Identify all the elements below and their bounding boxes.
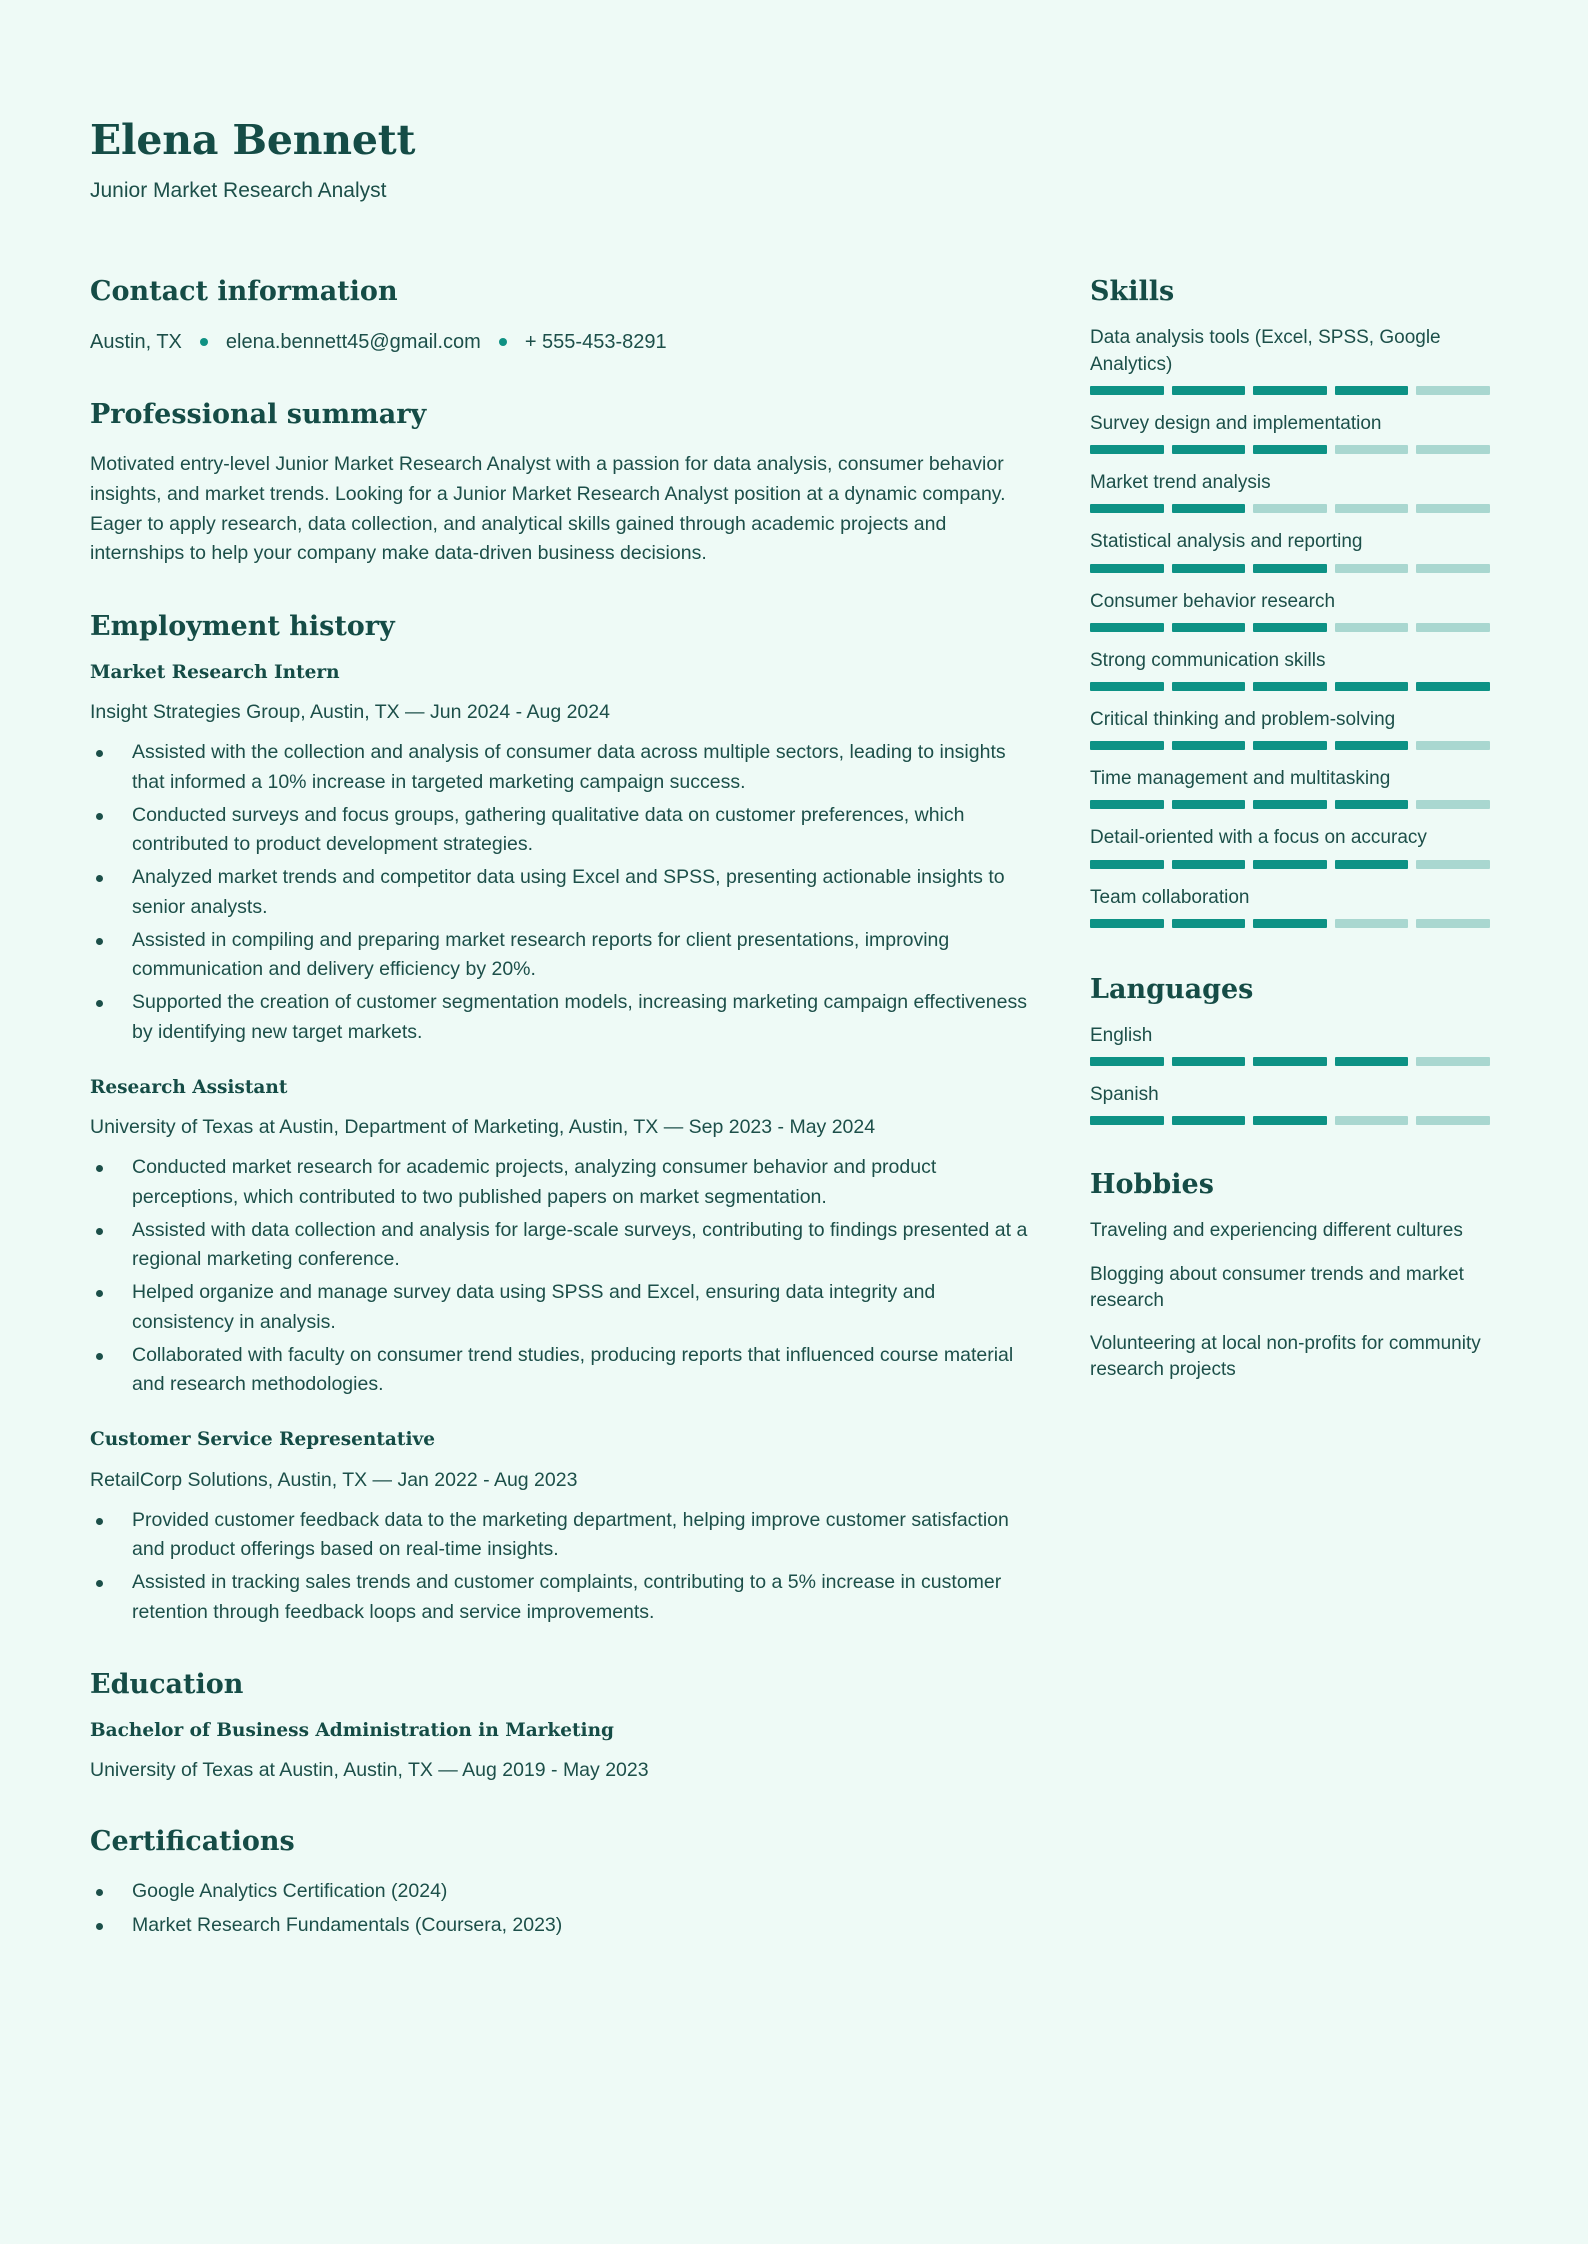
contact-location: Austin, TX xyxy=(90,331,182,354)
contact-heading: Contact information xyxy=(90,276,398,308)
skill-rating-bar xyxy=(1090,564,1490,573)
skills-section xyxy=(1090,276,1490,927)
certifications-list xyxy=(90,1877,1030,1940)
education-heading: Education xyxy=(90,1668,244,1700)
rating-segment xyxy=(1090,1116,1164,1125)
job-role: Customer Service Representative xyxy=(90,1429,435,1451)
skill-rating-bar xyxy=(1090,860,1490,869)
rating-segment xyxy=(1090,504,1164,513)
skill-rating-bar xyxy=(1090,445,1490,454)
job-bullet: Supported the creation of customer segmentation models, increasing marketing campaign effectiveness by identifying new target markets. xyxy=(90,988,1030,1047)
skill-item xyxy=(1090,325,1490,394)
resume-body xyxy=(90,276,1480,1982)
job-meta: Insight Strategies Group, Austin, TX — Jun 2024 - Aug 2024 xyxy=(90,701,610,724)
rating-segment xyxy=(1253,623,1327,632)
rating-segment xyxy=(1253,682,1327,691)
rating-segment xyxy=(1172,800,1246,809)
job-bullet: Helped organize and manage survey data using SPSS and Excel, ensuring data integrity and consistency in analysis. xyxy=(90,1278,1030,1337)
job-bullet: Assisted with data collection and analysis for large-scale surveys, contributing to findings presented at a regional marketing conference. xyxy=(90,1216,1030,1275)
skill-rating-bar xyxy=(1090,386,1490,395)
job-bullet: Conducted market research for academic projects, analyzing consumer behavior and product perceptions, which contributed to two published papers on market segmentation. xyxy=(90,1153,1030,1212)
job-entry xyxy=(90,1077,1030,1399)
main-column xyxy=(90,276,1030,1982)
rating-segment xyxy=(1090,741,1164,750)
certification-item: Google Analytics Certification (2024) xyxy=(90,1877,1030,1906)
candidate-job-title: Junior Market Research Analyst xyxy=(90,179,387,203)
rating-segment xyxy=(1172,682,1246,691)
rating-segment xyxy=(1416,564,1490,573)
rating-segment xyxy=(1416,741,1490,750)
hobby-item: Blogging about consumer trends and market research xyxy=(1090,1263,1464,1311)
skill-rating-bar xyxy=(1090,504,1490,513)
skill-rating-bar xyxy=(1090,800,1490,809)
languages-list xyxy=(1090,1023,1490,1125)
certifications-heading: Certifications xyxy=(90,1826,295,1858)
skill-label: Data analysis tools (Excel, SPSS, Google Analytics) xyxy=(1090,327,1441,375)
rating-segment xyxy=(1253,386,1327,395)
job-meta: RetailCorp Solutions, Austin, TX — Jan 2022 - Aug 2023 xyxy=(90,1468,578,1491)
rating-segment xyxy=(1416,623,1490,632)
job-role: Research Assistant xyxy=(90,1076,288,1098)
job-bullet-list xyxy=(90,1506,1030,1627)
education-meta: University of Texas at Austin, Austin, TX — Aug 2019 - May 2023 xyxy=(90,1759,649,1782)
rating-segment xyxy=(1335,1116,1409,1125)
skills-heading: Skills xyxy=(1090,276,1175,308)
sidebar-column xyxy=(1090,276,1490,1400)
rating-segment xyxy=(1335,860,1409,869)
skill-rating-bar xyxy=(1090,623,1490,632)
language-rating-bar xyxy=(1090,1057,1490,1066)
skill-label: Market trend analysis xyxy=(1090,472,1271,494)
employment-heading: Employment history xyxy=(90,610,395,642)
skill-rating-bar xyxy=(1090,682,1490,691)
job-entry xyxy=(90,1429,1030,1626)
skill-rating-bar xyxy=(1090,919,1490,928)
skill-rating-bar xyxy=(1090,741,1490,750)
skill-label: Critical thinking and problem-solving xyxy=(1090,708,1396,730)
job-bullet-list xyxy=(90,1153,1030,1399)
contact-email[interactable]: elena.bennett45@gmail.com xyxy=(225,331,481,354)
rating-segment xyxy=(1335,504,1409,513)
hobbies-section xyxy=(1090,1169,1490,1383)
contact-line xyxy=(90,327,1030,357)
rating-segment xyxy=(1335,386,1409,395)
rating-segment xyxy=(1090,564,1164,573)
skill-item xyxy=(1090,648,1490,691)
separator-dot-icon xyxy=(200,338,208,346)
skills-list xyxy=(1090,325,1490,927)
rating-segment xyxy=(1090,445,1164,454)
rating-segment xyxy=(1172,1057,1246,1066)
certification-item: Market Research Fundamentals (Coursera, 2023) xyxy=(90,1911,1030,1940)
rating-segment xyxy=(1335,682,1409,691)
summary-heading: Professional summary xyxy=(90,399,427,431)
rating-segment xyxy=(1253,1057,1327,1066)
rating-segment xyxy=(1335,800,1409,809)
job-bullet: Assisted in tracking sales trends and customer complaints, contributing to a 5% increase in customer retention through feedback loops and service improvements. xyxy=(90,1568,1030,1627)
skill-item xyxy=(1090,766,1490,809)
rating-segment xyxy=(1253,741,1327,750)
contact-phone[interactable]: + 555-453-8291 xyxy=(524,331,667,354)
skill-label: Consumer behavior research xyxy=(1090,590,1336,612)
job-list xyxy=(90,662,1030,1627)
hobbies-list xyxy=(1090,1218,1490,1383)
language-rating-bar xyxy=(1090,1116,1490,1125)
skill-item xyxy=(1090,885,1490,928)
rating-segment xyxy=(1253,564,1327,573)
rating-segment xyxy=(1172,564,1246,573)
rating-segment xyxy=(1253,860,1327,869)
skill-label: Strong communication skills xyxy=(1090,649,1326,671)
rating-segment xyxy=(1090,919,1164,928)
skill-label: Detail-oriented with a focus on accuracy xyxy=(1090,827,1427,849)
rating-segment xyxy=(1416,682,1490,691)
languages-heading: Languages xyxy=(1090,973,1254,1005)
rating-segment xyxy=(1172,504,1246,513)
resume-header xyxy=(90,118,1480,204)
rating-segment xyxy=(1090,682,1164,691)
job-bullet: Collaborated with faculty on consumer trend studies, producing reports that influenced course material and research methodologies. xyxy=(90,1341,1030,1400)
hobby-item: Traveling and experiencing different cultures xyxy=(1090,1220,1463,1242)
rating-segment xyxy=(1416,445,1490,454)
rating-segment xyxy=(1090,386,1164,395)
languages-section xyxy=(1090,974,1490,1125)
rating-segment xyxy=(1090,623,1164,632)
rating-segment xyxy=(1335,919,1409,928)
job-bullet: Analyzed market trends and competitor data using Excel and SPSS, presenting actionable insights to senior analysts. xyxy=(90,863,1030,922)
certifications-section xyxy=(90,1826,1030,1940)
rating-segment xyxy=(1172,1116,1246,1125)
rating-segment xyxy=(1172,386,1246,395)
rating-segment xyxy=(1416,1116,1490,1125)
skill-label: Time management and multitasking xyxy=(1090,768,1391,790)
candidate-name: Elena Bennett xyxy=(90,116,416,164)
hobbies-heading: Hobbies xyxy=(1090,1169,1214,1201)
job-bullet: Conducted surveys and focus groups, gathering qualitative data on customer preferences, which contributed to product development strategies. xyxy=(90,801,1030,860)
rating-segment xyxy=(1335,1057,1409,1066)
skill-item xyxy=(1090,470,1490,513)
rating-segment xyxy=(1416,919,1490,928)
rating-segment xyxy=(1253,445,1327,454)
skill-item xyxy=(1090,589,1490,632)
job-bullet: Provided customer feedback data to the marketing department, helping improve customer satisfaction and product offerings based on real-time insights. xyxy=(90,1506,1030,1565)
rating-segment xyxy=(1253,800,1327,809)
rating-segment xyxy=(1253,504,1327,513)
rating-segment xyxy=(1172,741,1246,750)
job-entry xyxy=(90,662,1030,1047)
skill-item xyxy=(1090,825,1490,868)
hobby-item: Volunteering at local non-profits for community research projects xyxy=(1090,1333,1481,1381)
job-bullet-list xyxy=(90,738,1030,1047)
language-label: English xyxy=(1090,1024,1153,1046)
separator-dot-icon xyxy=(499,338,507,346)
rating-segment xyxy=(1172,919,1246,928)
rating-segment xyxy=(1416,800,1490,809)
rating-segment xyxy=(1253,919,1327,928)
language-item xyxy=(1090,1023,1490,1066)
rating-segment xyxy=(1090,860,1164,869)
job-meta: University of Texas at Austin, Department of Marketing, Austin, TX — Sep 2023 - May 2024 xyxy=(90,1116,876,1139)
rating-segment xyxy=(1335,445,1409,454)
skill-item xyxy=(1090,707,1490,750)
job-bullet: Assisted with the collection and analysis of consumer data across multiple sectors, leading to insights that informed a 10% increase in targeted marketing campaign success. xyxy=(90,738,1030,797)
contact-section xyxy=(90,276,1030,357)
skill-item xyxy=(1090,529,1490,572)
rating-segment xyxy=(1172,445,1246,454)
rating-segment xyxy=(1335,741,1409,750)
language-label: Spanish xyxy=(1090,1084,1159,1106)
skill-label: Survey design and implementation xyxy=(1090,412,1382,434)
skill-label: Statistical analysis and reporting xyxy=(1090,531,1363,553)
language-item xyxy=(1090,1082,1490,1125)
rating-segment xyxy=(1172,623,1246,632)
skill-item xyxy=(1090,411,1490,454)
rating-segment xyxy=(1253,1116,1327,1125)
rating-segment xyxy=(1416,1057,1490,1066)
rating-segment xyxy=(1416,386,1490,395)
summary-text: Motivated entry-level Junior Market Research Analyst with a passion for data analysis, consumer behavior insights, and market trends. Looking for a Junior Market Research Analyst position at a dynamic company. Eager to apply research, data collection, and analytical skills gained through academic projects and internships to help your company make data-driven business decisions. xyxy=(90,453,1006,565)
rating-segment xyxy=(1335,623,1409,632)
rating-segment xyxy=(1090,800,1164,809)
rating-segment xyxy=(1416,504,1490,513)
rating-segment xyxy=(1172,860,1246,869)
rating-segment xyxy=(1416,860,1490,869)
summary-section xyxy=(90,399,1030,569)
education-section xyxy=(90,1669,1030,1785)
skill-label: Team collaboration xyxy=(1090,886,1250,908)
rating-segment xyxy=(1090,1057,1164,1066)
education-degree: Bachelor of Business Administration in Marketing xyxy=(90,1719,614,1741)
rating-segment xyxy=(1335,564,1409,573)
job-role: Market Research Intern xyxy=(90,662,340,684)
job-bullet: Assisted in compiling and preparing market research reports for client presentations, improving communication and delivery efficiency by 20%. xyxy=(90,926,1030,985)
employment-section xyxy=(90,611,1030,1627)
